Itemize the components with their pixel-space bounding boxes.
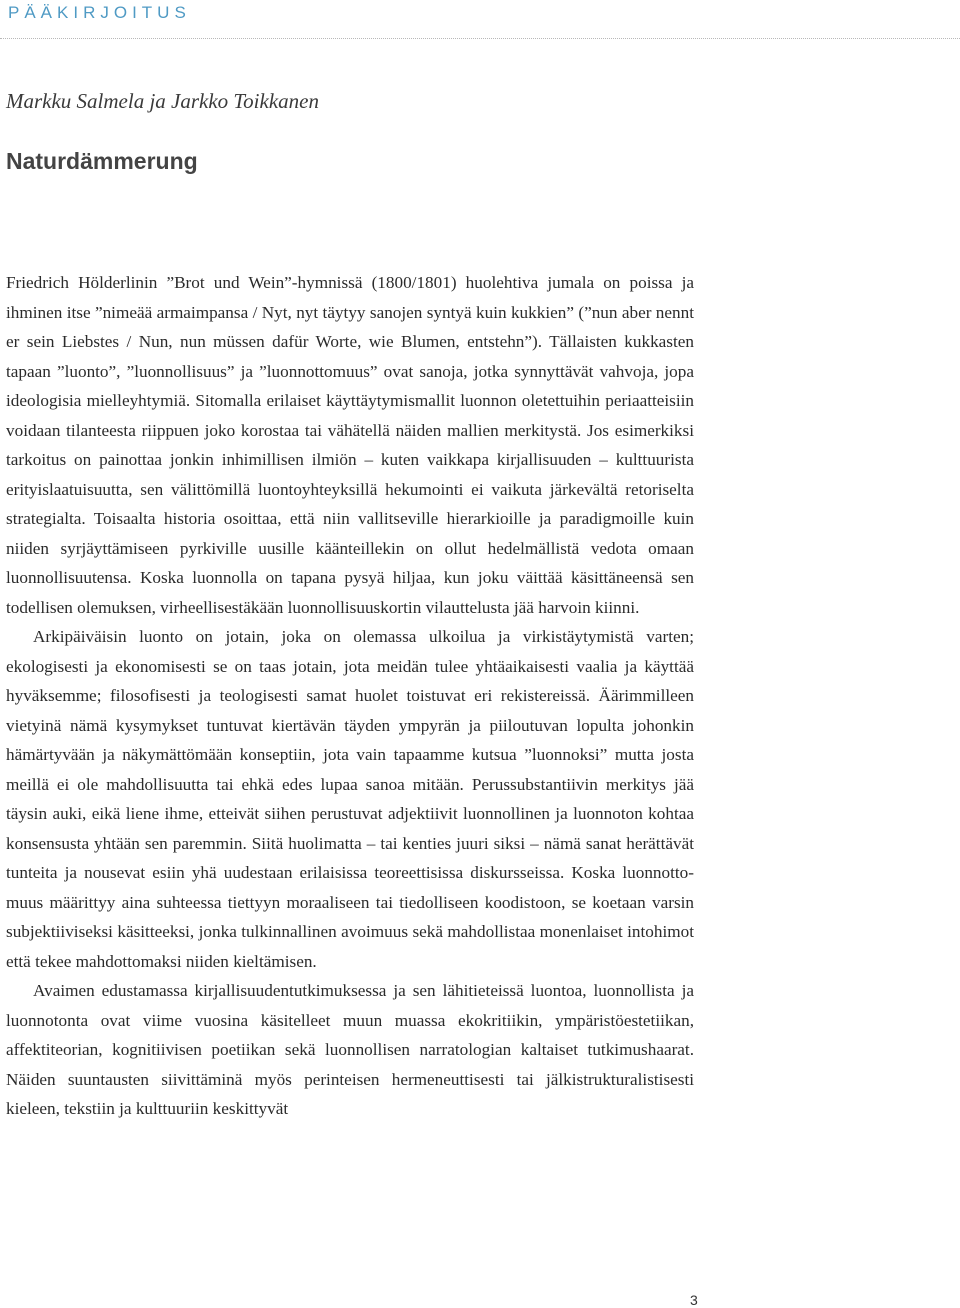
page-number: 3	[690, 1292, 698, 1308]
article-title: Naturdämmerung	[6, 148, 198, 174]
article-body	[6, 268, 694, 1124]
paragraph-2: Arkipäiväisin luonto on jotain, joka on olemassa ulkoilua ja virkistäytymistä varten; ekologisesti ja ekonomisesti se on taas jotain, jota meidän tulee yhtäaikaisesti vaalia ja käyttää hyväksemme; filosofisesti ja teologisesti samat huolet toistuvat eri rekistereissä. Äärimmilleen vietyinä nämä kysymykset tuntuvat kiertävän täyden ympyrän ja piiloutuvan lopulta johonkin hämärtyvään ja näkymättömään konseptiin, jota vain tapaamme kutsua ”luonnoksi” mutta josta meillä ei ole mahdollisuutta tai ehkä edes lupaa sanoa mitään. Perussubstantiivin merkitys jää täysin auki, eikä liene ihme, etteivät siihen perustuvat adjektiivit luonnollinen ja luonnoton kohtaa konsensusta yhtään sen paremmin. Siitä huolimatta – tai kenties juuri siksi – nämä sanat herättävät tunteita ja nousevat esiin yhä uudestaan erilaisissa teoreettisissa diskursseissa. Koska luonnottomuus määrittyy aina suhteessa tiettyyn moraaliseen tai tiedolliseen koodistoon, se koetaan varsin subjektiiviseksi käsitteeksi, jonka tulkinnallinen avoimuus sekä mahdollistaa monenlaiset intohimot että tekee mahdottomaksi niiden kieltämisen.	[6, 627, 694, 971]
paragraph-3: Avaimen edustamassa kirjallisuudentutkimuksessa ja sen lähitieteissä luontoa, luonnollista ja luonnotonta ovat viime vuosina käsitelleet muun muassa ekokritiikin, ympäristöestetiikan, affektiteorian, kognitiivisen poetiikan sekä luonnollisen narratologian kaltaiset tutkimushaarat. Näiden suuntausten siivittäminä myös perinteisen hermeneuttisesti tai jälkistrukturalistisesti kieleen, tekstiin ja kulttuuriin keskittyvät	[6, 981, 694, 1118]
paragraph-1: Friedrich Hölderlinin ”Brot und Wein”-hymnissä (1800/1801) huolehtiva jumala on poissa ja ihminen itse ”nimeää armaimpansa / Nyt, nyt täytyy sanojen syntyä kuin kukkien” (”nun aber nennt er sein Liebstes / Nun, nun müssen dafür Worte, wie Blumen, entstehn”). Tällaisten kukkasten tapaan ”luonto”, ”luonnollisuus” ja ”luonnottomuus” ovat sanoja, jotka synnyttävät vahvoja, jopa ideologisia mielleyhtymiä. Sitomalla erilaiset käyttäytymismallit luonnon oletettuihin periaatteisiin voidaan tilanteesta riippuen joko korostaa tai vähätellä näiden mallien merkitystä. Jos esimerkiksi tarkoitus on painottaa jonkin inhimillisen ilmiön – kuten vaikkapa kirjallisuuden – kulttuurista erityislaatuisuutta, sen välittömillä luontoyhteyksillä hekumointi ei vaikuta järkevältä retoriselta strategialta. Toisaalta historia osoittaa, että niin vallitseville hierarkioille ja paradigmoille kuin niiden syrjäyttämiseen pyrkiville uusille käänteillekin on ollut hedelmällistä vedota omaan luonnollisuutensa. Koska luonnolla on tapana pysyä hiljaa, kun joku väittää käsittäneensä sen todellisen olemuksen, virheellisestäkään luonnollisuuskortin vilauttelusta jää harvoin kiinni.	[6, 273, 694, 617]
article-authors: Markku Salmela ja Jarkko Toikkanen	[6, 89, 319, 113]
section-label: PÄÄKIRJOITUS	[8, 3, 191, 22]
header-divider	[0, 38, 960, 39]
